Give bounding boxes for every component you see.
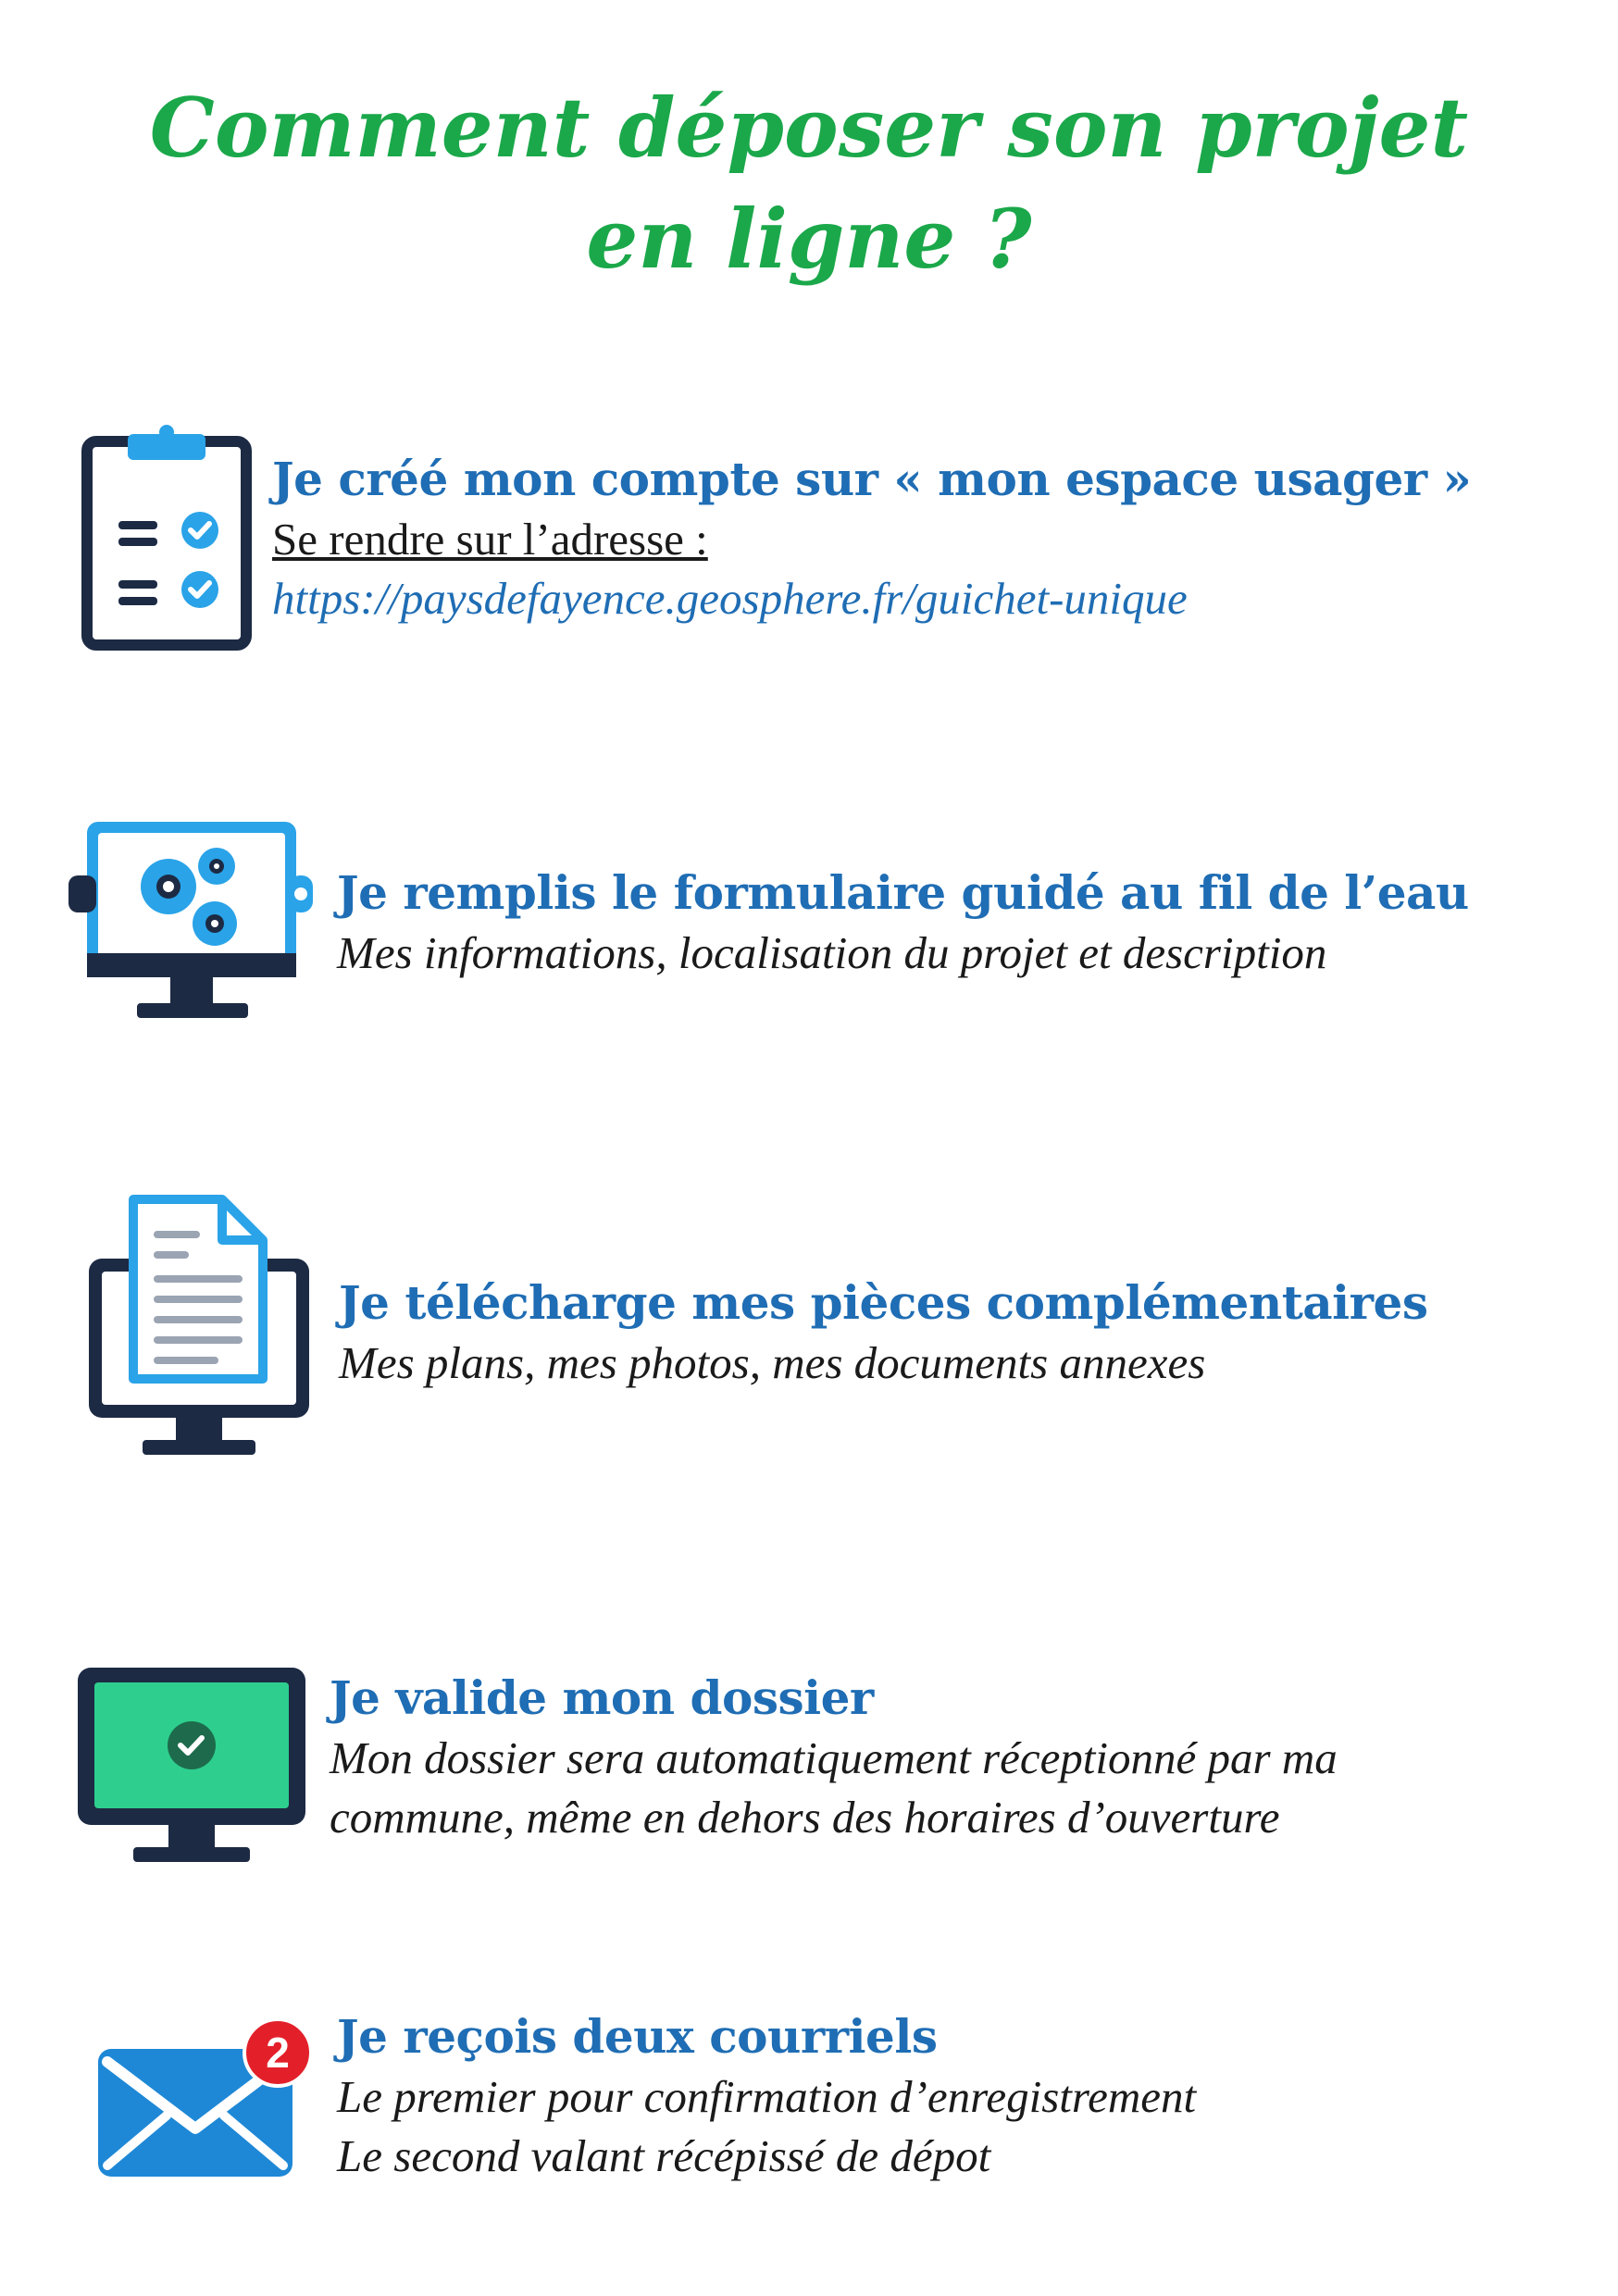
step-line: Mon dossier sera automatiquement réceptionné par ma	[330, 1732, 1338, 1783]
clipboard-checklist-icon	[80, 421, 255, 652]
monitor-gears-icon	[67, 814, 317, 1032]
step-line: Mes plans, mes photos, mes documents annexes	[339, 1337, 1206, 1388]
envelope-notification-icon	[93, 2017, 315, 2184]
step-heading: Je remplis le formulaire guidé au fil de l’eau	[337, 865, 1469, 920]
step-line: commune, même en dehors des horaires d’ouverture	[330, 1792, 1280, 1843]
step-1	[272, 449, 1471, 628]
step-line: Se rendre sur l’adresse :	[272, 514, 708, 565]
step-heading: Je valide mon dossier	[330, 1670, 874, 1725]
monitor-check-icon	[76, 1666, 307, 1865]
step-5	[337, 2006, 1196, 2186]
guichet-unique-link[interactable]: https://paysdefayence.geosphere.fr/guichet-unique	[272, 573, 1188, 624]
step-line: Le second valant récépissé de dépot	[337, 2130, 991, 2181]
notification-badge: 2	[266, 2029, 290, 2077]
step-line: Mes informations, localisation du projet et description	[337, 927, 1327, 978]
step-2	[337, 863, 1469, 983]
page-title-line-1: Comment déposer son projet	[149, 80, 1469, 176]
step-heading: Je télécharge mes pièces complémentaires	[339, 1275, 1428, 1330]
step-4	[330, 1668, 1338, 1847]
step-heading: Je reçois deux courriels	[337, 2009, 938, 2064]
step-3	[339, 1272, 1427, 1393]
page-title-line-2: en ligne ?	[586, 191, 1032, 287]
step-line: Le premier pour confirmation d’enregistrement	[337, 2071, 1197, 2122]
step-heading: Je créé mon compte sur « mon espace usager »	[272, 452, 1472, 506]
monitor-document-icon	[85, 1194, 317, 1458]
page-title	[0, 72, 1618, 294]
